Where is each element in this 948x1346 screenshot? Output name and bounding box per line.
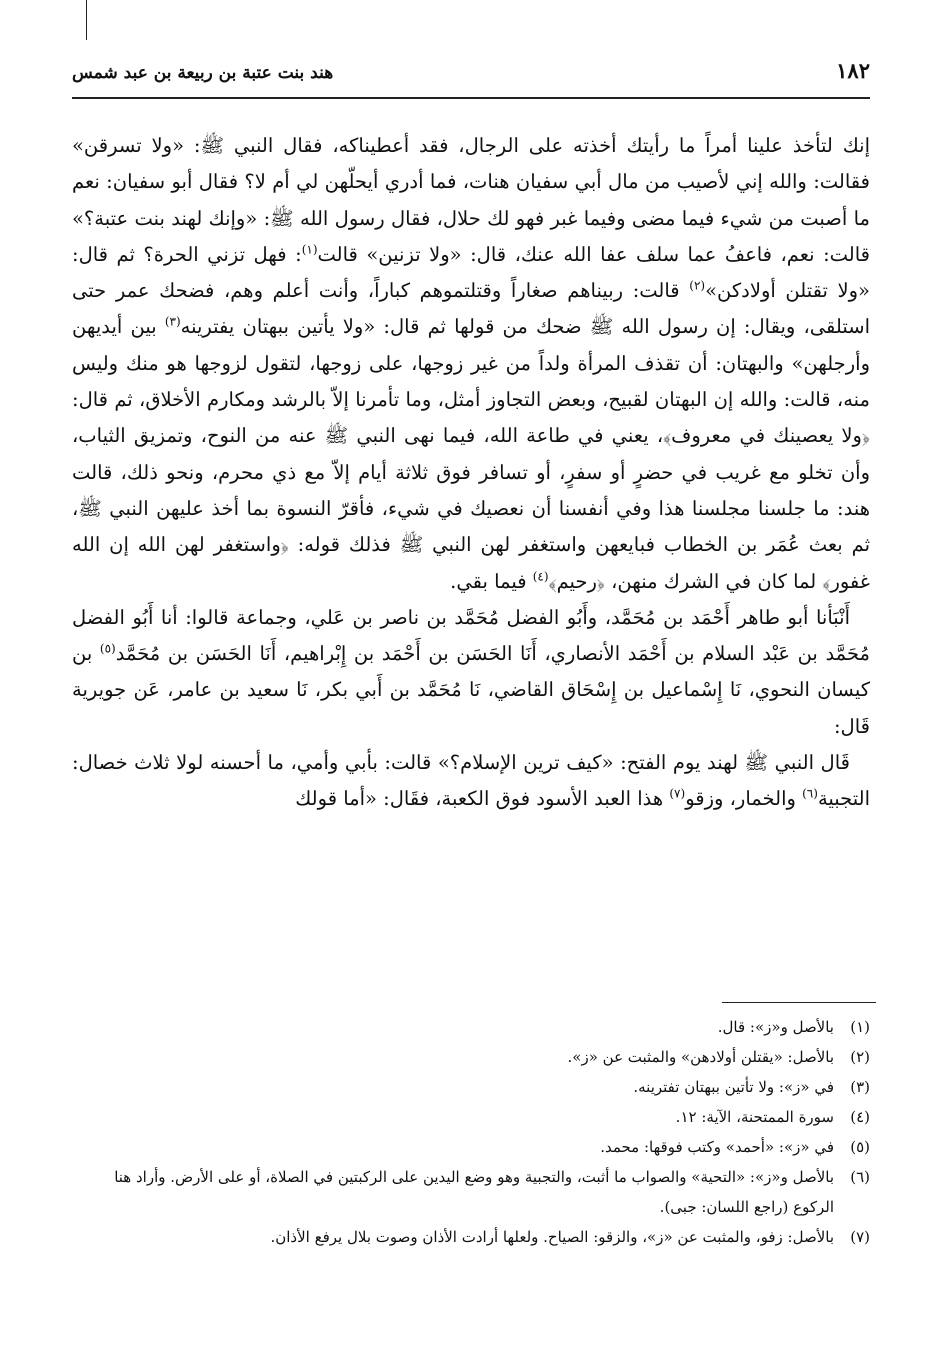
text-segment: هذا العبد الأسود فوق الكعبة، فقَال: «أما قولك [295, 787, 670, 811]
footnote-ref[interactable]: (٥) [99, 641, 116, 656]
paragraph-1 [72, 128, 870, 600]
footnote-ref[interactable]: (٢) [689, 278, 706, 293]
footnote-text: بالأصل و«ز»: قال. [717, 1018, 834, 1036]
text-segment: : فهل تزني الحرة؟ ثم قال: «ولا تقتلن أولادكن» [72, 242, 870, 303]
footnote-divider [722, 1002, 876, 1003]
footnote-number: (٤) [850, 1108, 870, 1126]
page-header [72, 58, 870, 92]
footnote-text: في «ز»: «أحمد» وكتب فوقها: محمد. [600, 1138, 834, 1156]
footnote-text: بالأصل و«ز»: «التحية» والصواب ما أثبت، والتجبية وهو وضع اليدين على الركبتين في الصلاة، أو على الأرض. وأراد هنا الركوع (راجع اللسان: جبى). [114, 1168, 834, 1216]
footnote-item [72, 1042, 870, 1072]
footnote-item [72, 1012, 870, 1042]
footnote-number: (٣) [850, 1078, 870, 1096]
text-segment: والخمار، وزقو [685, 787, 803, 811]
text-segment: قَال النبي ﷺ لهند يوم الفتح: «كيف ترين الإسلام؟» قالت: بأبي وأمي، ما أحسنه لولا ثلاث خصال: التجبية [72, 751, 870, 811]
footnote-ref[interactable]: (٦) [802, 786, 818, 801]
footnote-number: (٧) [850, 1228, 870, 1246]
footnote-ref[interactable]: (٤) [532, 569, 549, 584]
footnote-ref[interactable]: (٧) [669, 786, 686, 801]
footnote-text: سورة الممتحنة، الآية: ١٢. [675, 1108, 834, 1126]
text-segment: أَنْبَأنا أبو طاهر أَحْمَد بن مُحَمَّد، وأَبُو الفضل مُحَمَّد بن ناصر بن عَلي، وجماعة قالوا: أنا أَبُو الفضل مُحَمَّد بن عَبْد السلام بن أَحْمَد الأنصاري، أَنَا الحَسَن بن أَحْمَد بن إِبْراهيم، أَنَا الحَسَن بن مُحَمَّد [72, 605, 870, 666]
header-divider [72, 97, 870, 99]
footnote-item [72, 1102, 870, 1132]
text-segment: بن كيسان النحوي، نَا إِسْماعيل بن إِسْحَاق القاضي، نَا مُحَمَّد بن أَبي بكر، نَا سعيد بن عامر، عَن جويرية قَال: [72, 642, 870, 738]
text-segment: إنك لتأخذ علينا أمراً ما رأيتك أخذته على الرجال، فقد أعطيناكه، فقال النبي ﷺ: «ولا تسرقن» فقالت: والله إني لأصيب من مال أبي سفيان هنات، فما أدري أيحلّهن لي أم لا؟ فقال أبو سفيان: نعم ما أصبت من شيء فيما مضى وفيما غبر فهو لك حلال، فقال رسول الله ﷺ: «وإنك لهند بنت عتبة؟» قالت: نعم، فاعفُ عما سلف عفا الله عنك، قال: «ولا تزنين» قالت [72, 134, 870, 266]
footnote-text: بالأصل: «يقتلن أولادهن» والمثبت عن «ز». [567, 1048, 834, 1066]
footnote-item [72, 1162, 870, 1222]
paragraph-2-isnad [72, 600, 870, 745]
footnote-text: بالأصل: زفو، والمثبت عن «ز»، والزقو: الصياح. ولعلها أرادت الأذان وصوت بلال يرفع الأذان. [270, 1228, 834, 1246]
running-title: هند بنت عتبة بن ربيعة بن عبد شمس [72, 63, 334, 83]
footnote-item [72, 1222, 870, 1252]
footnote-item [72, 1132, 870, 1162]
paragraph-3 [72, 745, 870, 818]
footnote-number: (١) [850, 1018, 870, 1036]
page-number: ١٨٢ [836, 58, 870, 83]
footnote-number: (٢) [850, 1048, 870, 1066]
footnote-number: (٦) [850, 1168, 870, 1186]
footnotes-list [72, 1012, 870, 1252]
text-segment: فيما بقي. [450, 569, 533, 593]
footnote-text: في «ز»: ولا تأتين ببهتان تفترينه. [633, 1078, 834, 1096]
footnote-ref[interactable]: (٣) [164, 314, 181, 329]
footnote-item [72, 1072, 870, 1102]
text-segment: بين أيديهن وأرجلهن» والبهتان: أن تقذف المرأة ولداً من غير زوجها، على زوجها، لتقول لزوجها هو منك وليس منه، قالت: والله إن البهتان لقبيح، وبعض التجاوز أمثل، وما تأمرنا إلاّ بالرشد ومكارم الأخلاق، ثم قال: ﴿ولا يعصينك في معروف﴾، يعني في طاعة الله، فيما نهى النبي ﷺ عنه من النوح، وتمزيق الثياب، وأن تخلو مع غريب في حضرٍ أو سفرٍ، أو تسافر فوق ثلاثة أيام إلاّ مع ذي محرم، ونحو ذلك، قالت هند: ما جلسنا مجلسنا هذا وفي أنفسنا أن نعصيك في شيء، فأقرّ النسوة بما أخذ عليهن النبي ﷺ، ثم بعث عُمَر بن الخطاب فبايعهن واستغفر لهن النبي ﷺ فذلك قوله: ﴿واستغفر لهن الله إن الله غفور﴾ لما كان في الشرك منهن، ﴿رحيم﴾ [72, 315, 870, 593]
footnote-number: (٥) [850, 1138, 870, 1156]
text-segment: قالت: ربيناهم صغاراً وقتلتموهم كباراً، وأنت أعلم وهم، فضحك عمر حتى استلقى، ويقال: إن رسول الله ﷺ ضحك من قولها ثم قال: «ولا يأتين ببهتان يفترينه [72, 279, 870, 339]
footnote-ref[interactable]: (١) [301, 242, 318, 257]
margin-rule [86, 0, 87, 40]
main-text [72, 128, 870, 818]
